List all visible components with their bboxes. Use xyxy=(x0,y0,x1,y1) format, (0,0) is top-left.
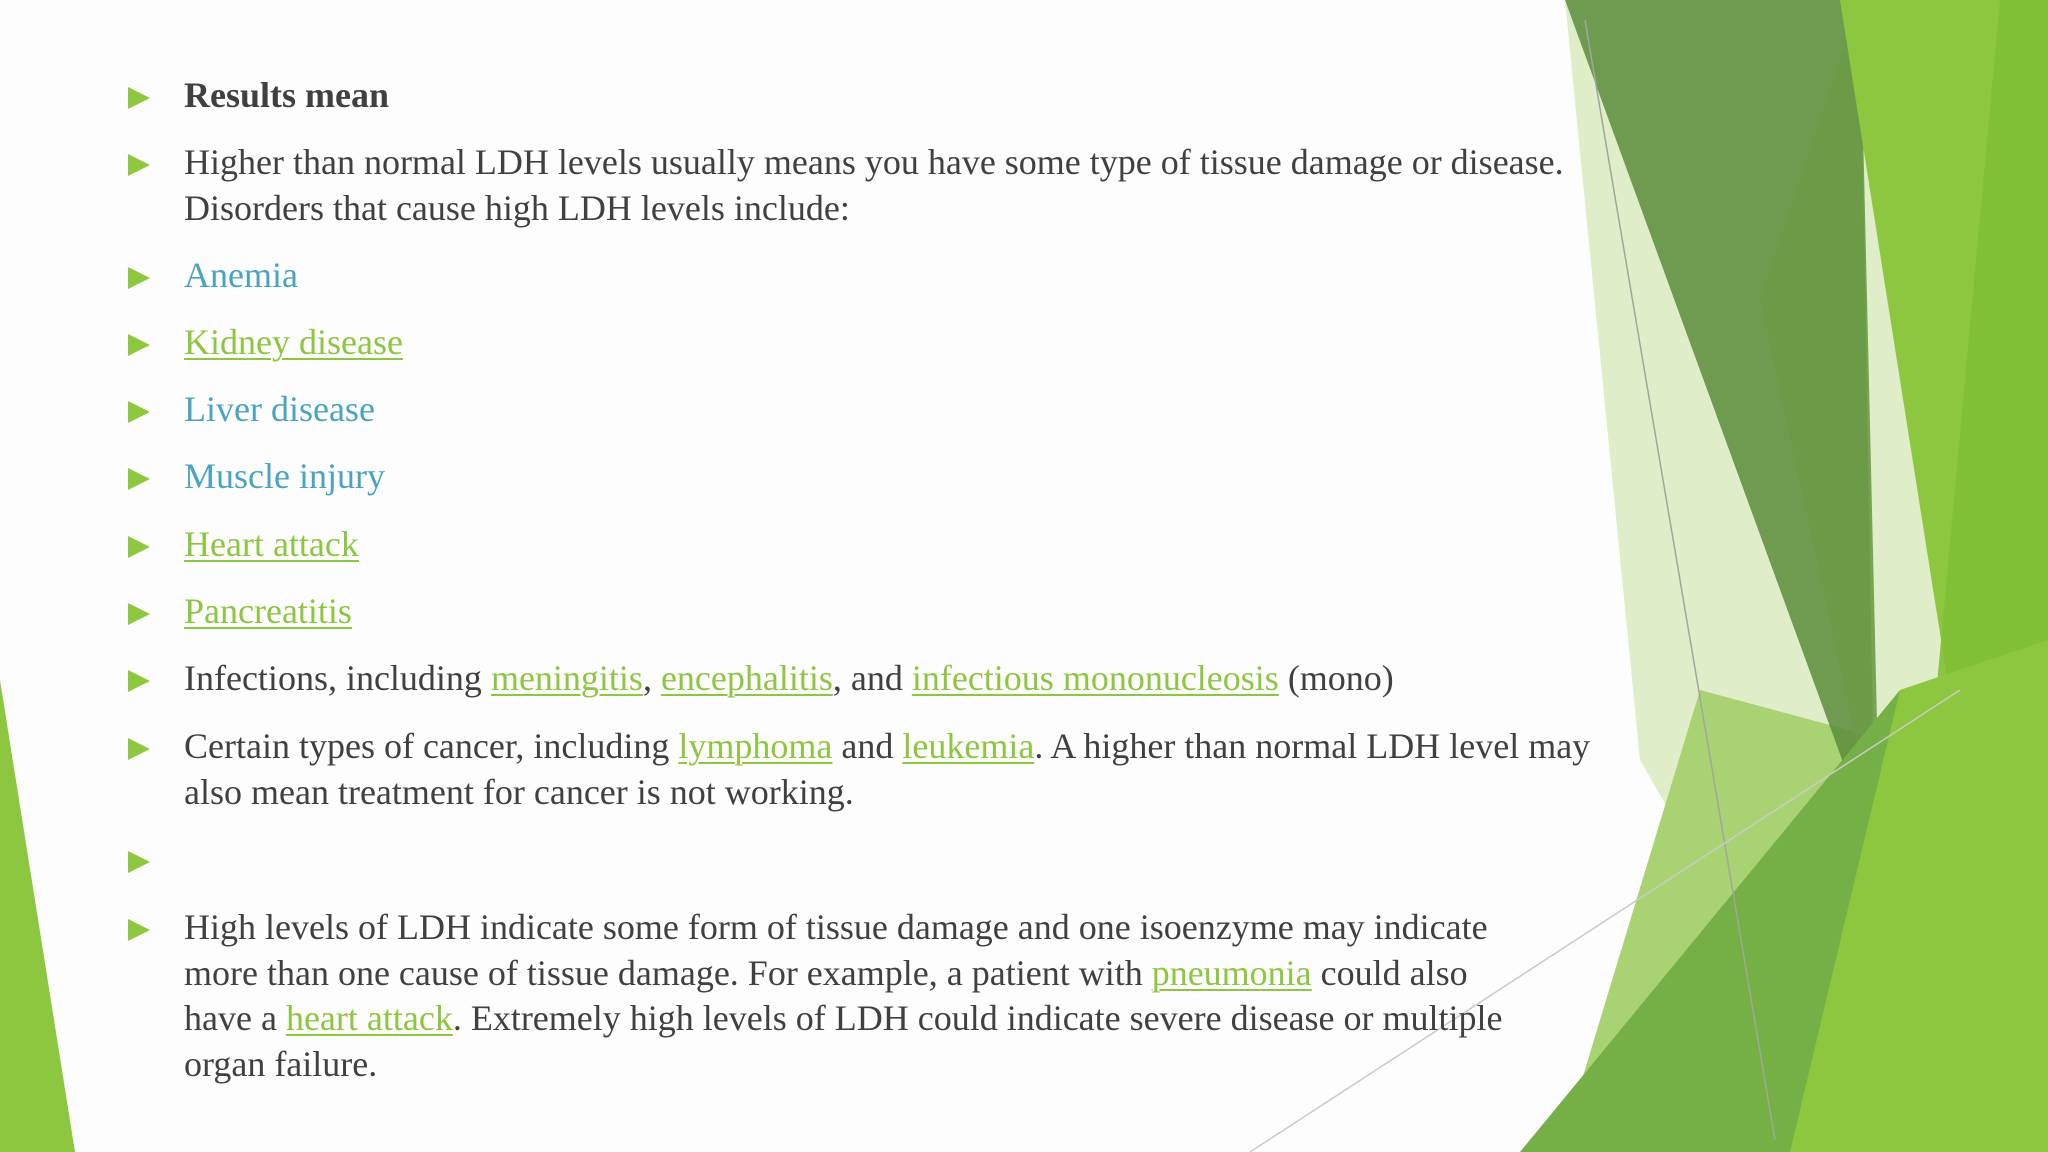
bullet-item xyxy=(128,591,1584,635)
text-run: . A higher than normal LDH level may also mean treatment for cancer is not working. xyxy=(184,726,1591,812)
list-item-liver-disease: Liver disease xyxy=(184,389,375,429)
bullet-item xyxy=(128,322,1584,366)
bullet-item xyxy=(128,658,1584,702)
bullet-item xyxy=(128,907,1534,1087)
link-encephalitis[interactable]: encephalitis xyxy=(660,658,833,698)
link-heart-attack-inline[interactable]: heart attack xyxy=(285,998,453,1038)
bullet-arrow-icon xyxy=(128,78,184,114)
link-heart-attack[interactable]: Heart attack xyxy=(184,524,359,564)
bullet-item xyxy=(128,842,1584,878)
link-lymphoma[interactable]: lymphoma xyxy=(678,726,833,766)
bullet-arrow-icon xyxy=(128,258,184,294)
text-run: , xyxy=(642,658,661,698)
left-green-sliver xyxy=(0,680,75,1152)
link-leukemia[interactable]: leukemia xyxy=(902,726,1035,766)
intro-paragraph: Higher than normal LDH levels usually means you have some type of tissue damage or disease. Disorders that cause high LDH levels include: xyxy=(184,142,1564,228)
cancer-paragraph xyxy=(184,724,1604,815)
text-run: , and xyxy=(832,658,912,698)
bullet-item xyxy=(128,456,1584,500)
bullet-item xyxy=(128,524,1584,568)
list-item-anemia: Anemia xyxy=(184,255,298,295)
bullet-arrow-icon xyxy=(128,910,184,946)
text-run: and xyxy=(832,726,903,766)
link-meningitis[interactable]: meningitis xyxy=(490,658,643,698)
bullet-arrow-icon xyxy=(128,392,184,428)
link-pneumonia[interactable]: pneumonia xyxy=(1151,952,1312,993)
text-run: (mono) xyxy=(1278,658,1394,698)
bullet-arrow-icon xyxy=(128,729,184,765)
bullet-arrow-icon xyxy=(128,459,184,495)
bullet-item xyxy=(128,142,1584,231)
bullet-item xyxy=(128,726,1604,815)
text-run: could also have a xyxy=(184,952,1468,1038)
bullet-arrow-icon xyxy=(128,661,184,697)
text-run: Certain types of cancer, including xyxy=(184,726,679,766)
infections-paragraph xyxy=(184,656,1584,702)
bullet-arrow-icon xyxy=(128,145,184,181)
bullet-item xyxy=(128,255,1584,299)
text-run: High levels of LDH indicate some form of tissue damage and one isoenzyme may indicate more than one cause of tissue damage. For example, a patient with xyxy=(184,907,1488,993)
text-run: Infections, including xyxy=(184,658,491,698)
text-run: . Extremely high levels of LDH could indicate severe disease or multiple organ failure. xyxy=(184,998,1503,1084)
bullet-item xyxy=(128,75,1584,119)
link-pancreatitis[interactable]: Pancreatitis xyxy=(184,591,352,631)
section-heading: Results mean xyxy=(184,75,389,115)
bullet-item xyxy=(128,389,1584,433)
bullet-arrow-icon xyxy=(128,527,184,563)
link-infectious-mononucleosis[interactable]: infectious mononucleosis xyxy=(911,658,1279,698)
bullet-arrow-icon xyxy=(128,842,184,878)
bullet-arrow-icon xyxy=(128,594,184,630)
list-item-muscle-injury: Muscle injury xyxy=(184,456,385,496)
bullet-arrow-icon xyxy=(128,325,184,361)
link-kidney-disease[interactable]: Kidney disease xyxy=(184,322,403,362)
summary-paragraph xyxy=(184,905,1534,1087)
